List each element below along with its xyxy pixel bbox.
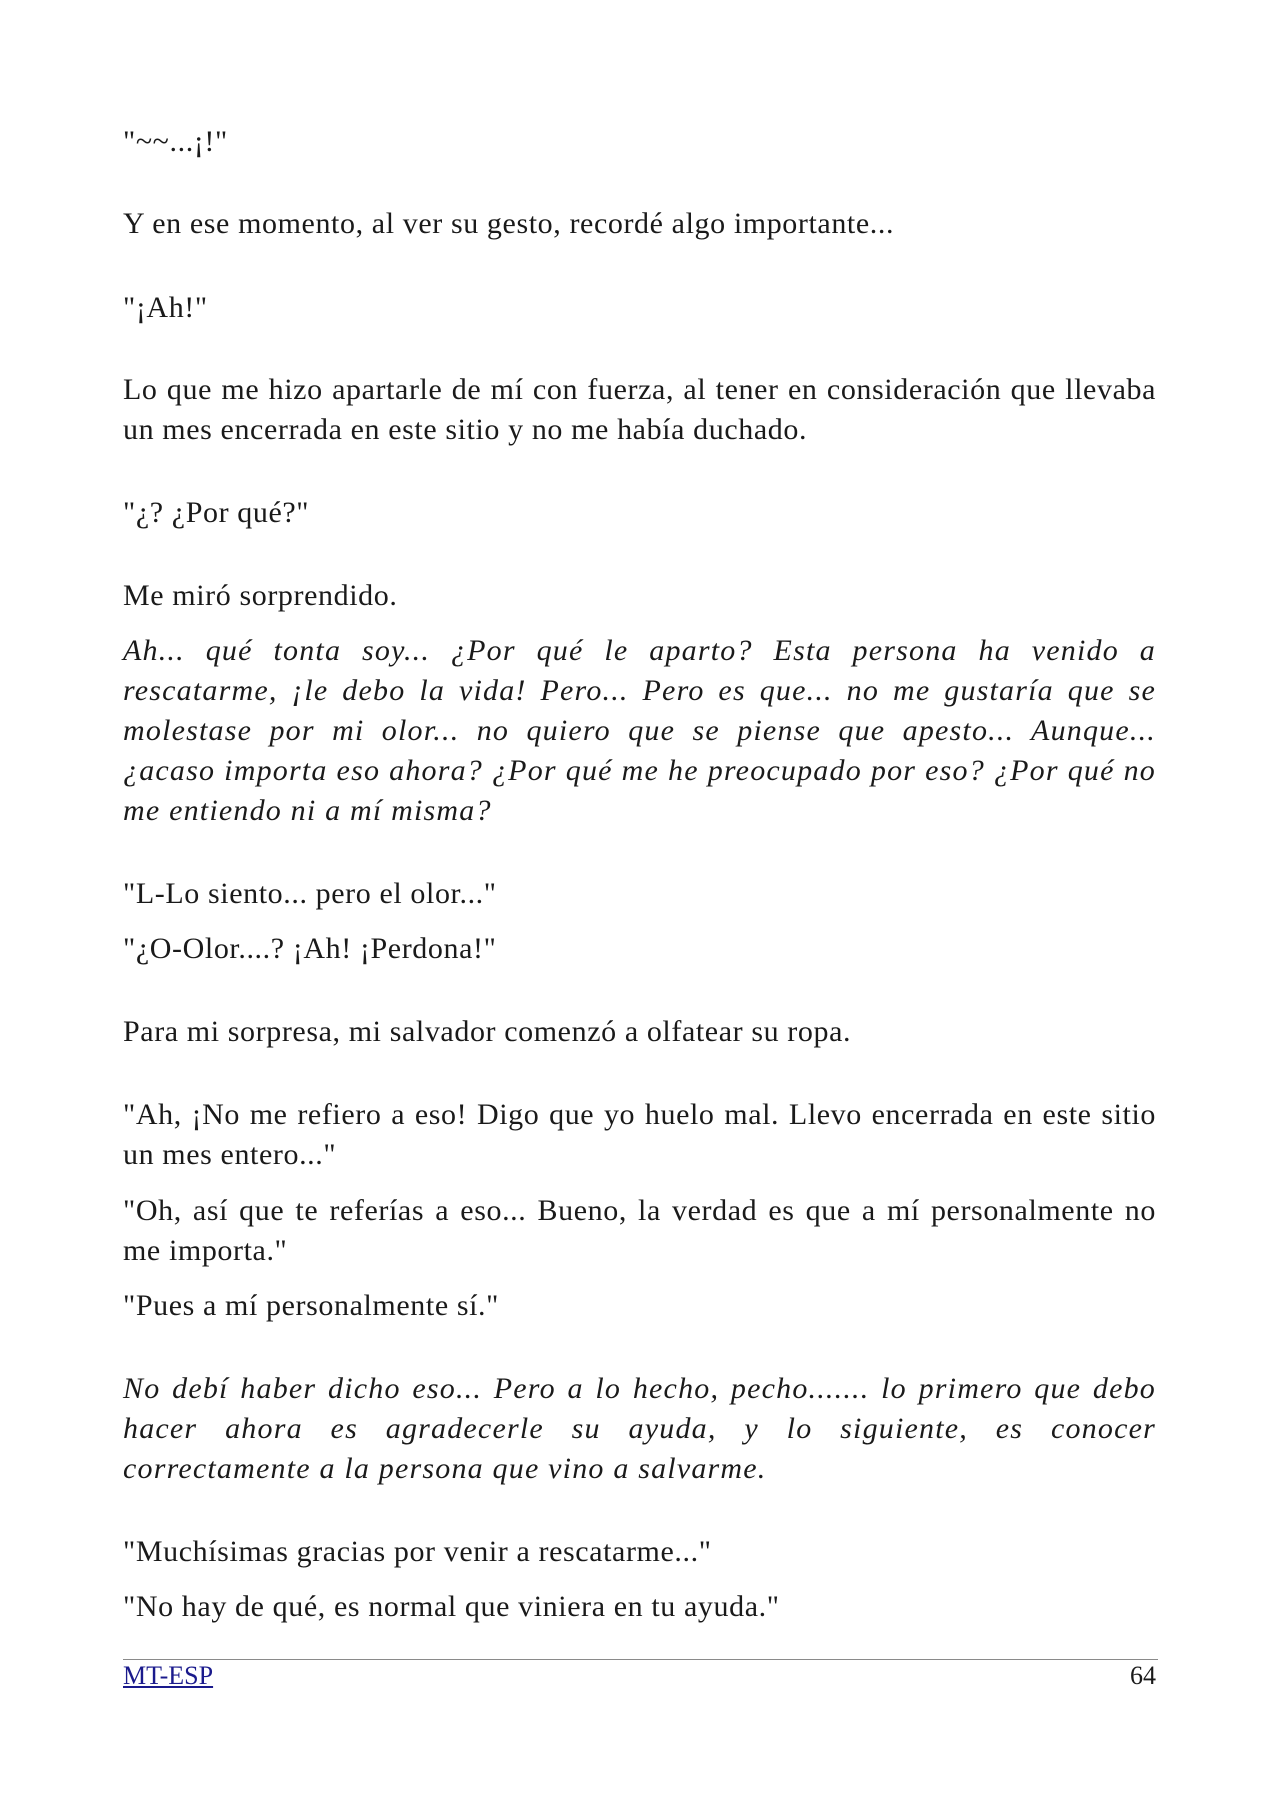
inner-thought-paragraph: Ah... qué tonta soy... ¿Por qué le aparto? Esta persona ha venido a rescatarme, ¡le debo la vida! Pero... Pero es que... no me gustaría que se molestase por mi olor... no quiero que se piense que apesto... Aunque... ¿acaso importa eso ahora? ¿Por qué me he preocupado por eso? ¿Por qué no me entiendo ni a mí misma? <box>123 634 1156 827</box>
paragraph: Lo que me hizo apartarle de mí con fuerza, al tener en consideración que llevaba un mes encerrada en este sitio y no me había duchado. <box>123 373 1156 446</box>
inner-thought-paragraph: No debí haber dicho eso... Pero a lo hecho, pecho....... lo primero que debo hacer ahora es agradecerle su ayuda, y lo siguiente, es conocer correctamente a la persona que vino a salvarme. <box>123 1372 1156 1485</box>
paragraph: "L-Lo siento... pero el olor..." <box>123 877 497 910</box>
paragraph: "Muchísimas gracias por venir a rescatarme..." <box>123 1535 712 1568</box>
paragraph: Y en ese momento, al ver su gesto, recordé algo importante... <box>123 207 895 240</box>
paragraph: Me miró sorprendido. <box>123 579 398 612</box>
paragraph: "¿O-Olor....? ¡Ah! ¡Perdona!" <box>123 932 497 965</box>
paragraph: "No hay de qué, es normal que viniera en tu ayuda." <box>123 1590 780 1623</box>
paragraph: "Pues a mí personalmente sí." <box>123 1289 499 1322</box>
page-number: 64 <box>1130 1661 1156 1690</box>
paragraph: "¿? ¿Por qué?" <box>123 496 310 529</box>
paragraph: "Oh, así que te referías a eso... Bueno, la verdad es que a mí personalmente no me importa." <box>123 1194 1156 1267</box>
paragraph: "~~...¡!" <box>123 125 228 158</box>
footer-divider <box>123 1659 1158 1660</box>
paragraph: "¡Ah!" <box>123 291 208 324</box>
document-page <box>123 0 1156 1811</box>
footer-site-link[interactable]: MT-ESP <box>123 1661 214 1690</box>
paragraph: "Ah, ¡No me refiero a eso! Digo que yo huelo mal. Llevo encerrada en este sitio un mes entero..." <box>123 1098 1156 1171</box>
paragraph: Para mi sorpresa, mi salvador comenzó a olfatear su ropa. <box>123 1015 852 1048</box>
